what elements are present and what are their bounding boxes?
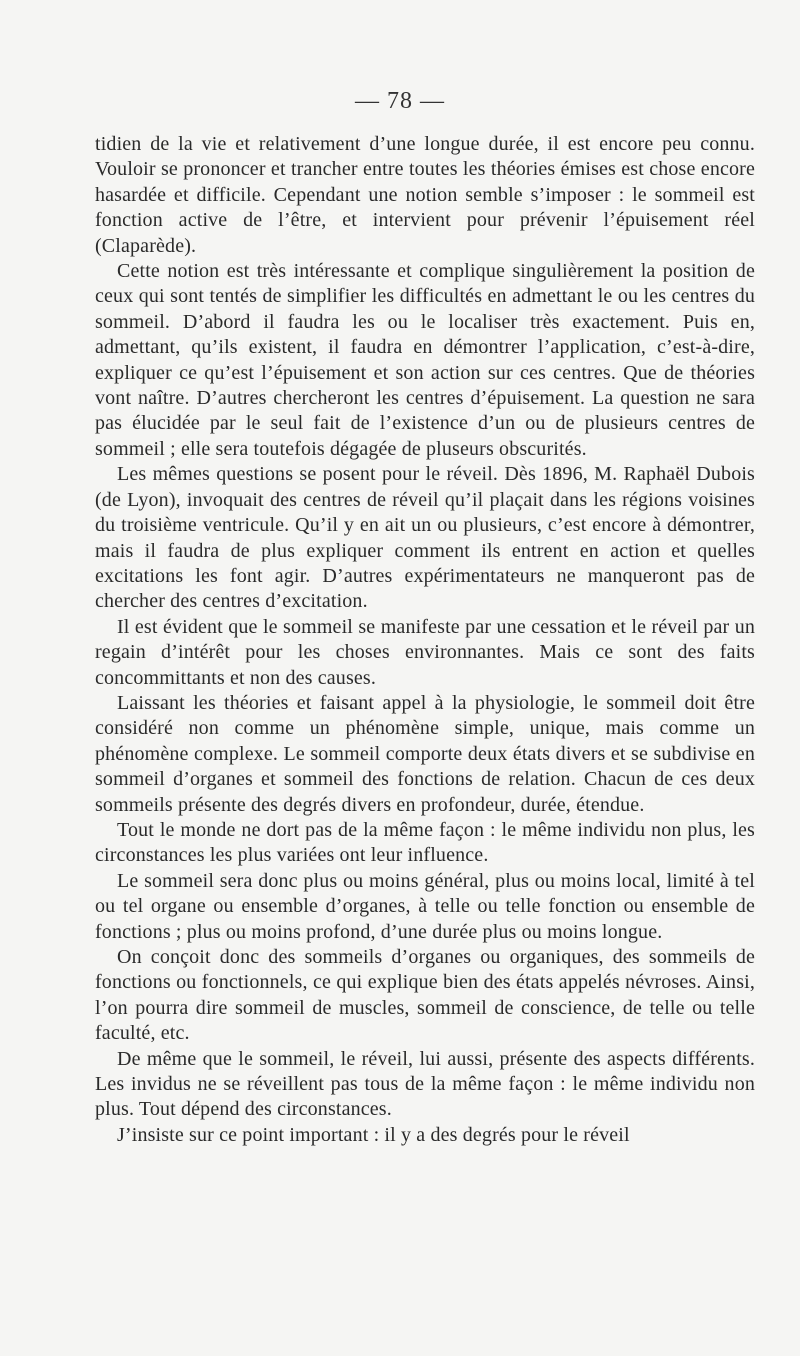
paragraph: Laissant les théories et faisant appel à la physiologie, le sommeil doit être considéré non comme un phénomène simple, unique, mais comme un phénomène complexe. Le sommeil comporte deux états divers et se subdivise en sommeil d’organes et sommeil des fonctions de relation. Chacun de ces deux sommeils présente des degrés divers en profondeur, durée, étendue. xyxy=(95,691,755,816)
page-number: — 78 — xyxy=(355,88,445,114)
paragraph: De même que le sommeil, le réveil, lui aussi, présente des aspects différents. Les invidus ne se réveillent pas tous de la même façon : le même individu non plus. Tout dépend des circonstances. xyxy=(95,1047,755,1121)
paragraph: Il est évident que le sommeil se manifeste par une cessation et le réveil par un regain d’intérêt pour les choses environnantes. Mais ce sont des faits concommittants et non des causes. xyxy=(95,615,755,689)
paragraph: On conçoit donc des sommeils d’organes ou organiques, des sommeils de fonctions ou fonctionnels, ce qui explique bien des états appelés névroses. Ainsi, l’on pourra dire sommeil de muscles, sommeil de conscience, de telle ou telle faculté, etc. xyxy=(95,946,755,1045)
paragraph: Tout le monde ne dort pas de la même façon : le même individu non plus, les circonstances les plus variées ont leur influence. xyxy=(95,818,755,867)
paragraph: Cette notion est très intéressante et complique singulièrement la position de ceux qui sont tentés de simplifier les difficultés en admettant le ou les centres du sommeil. D’abord il faudra les ou le localiser très exactement. Puis en, admettant, qu’ils existent, il faudra en démontrer l’application, c’est-à-dire, expliquer ce qu’est l’épuisement et son action sur ces centres. Que de théories vont naître. D’autres chercheront les centres d’épuisement. La question ne sara pas élucidée par le seul fait de l’existence d’un ou de plusieurs centres de sommeil ; elle sera toutefois dégagée de pluseurs obscurités. xyxy=(95,260,755,460)
paragraph-continued: tidien de la vie et relativement d’une longue durée, il est encore peu connu. Vouloir se prononcer et trancher entre toutes les théories émises est chose encore hasardée et difficile. Cependant une notion semble s’imposer : le sommeil est fonction active de l’être, et intervient pour prévenir l’épuisement réel (Claparède). xyxy=(95,133,755,257)
paragraph: Les mêmes questions se posent pour le réveil. Dès 1896, M. Raphaël Dubois (de Lyon), invoquait des centres de réveil qu’il plaçait dans les régions voisines du troisième ventricule. Qu’il y en ait un ou plusieurs, c’est encore à démontrer, mais il faudra de plus expliquer comment ils entrent en action et quelles excitations les font agir. D’autres expérimentateurs ne manqueront pas de chercher des centres d’excitation. xyxy=(95,463,755,613)
paragraph: Le sommeil sera donc plus ou moins général, plus ou moins local, limité à tel ou tel organe ou ensemble d’organes, à telle ou telle fonction ou ensemble de fonctions ; plus ou moins profond, d’une durée plus ou moins longue. xyxy=(95,869,755,943)
body-text xyxy=(95,132,755,1148)
paragraph: J’insiste sur ce point important : il y a des degrés pour le réveil xyxy=(117,1123,630,1146)
